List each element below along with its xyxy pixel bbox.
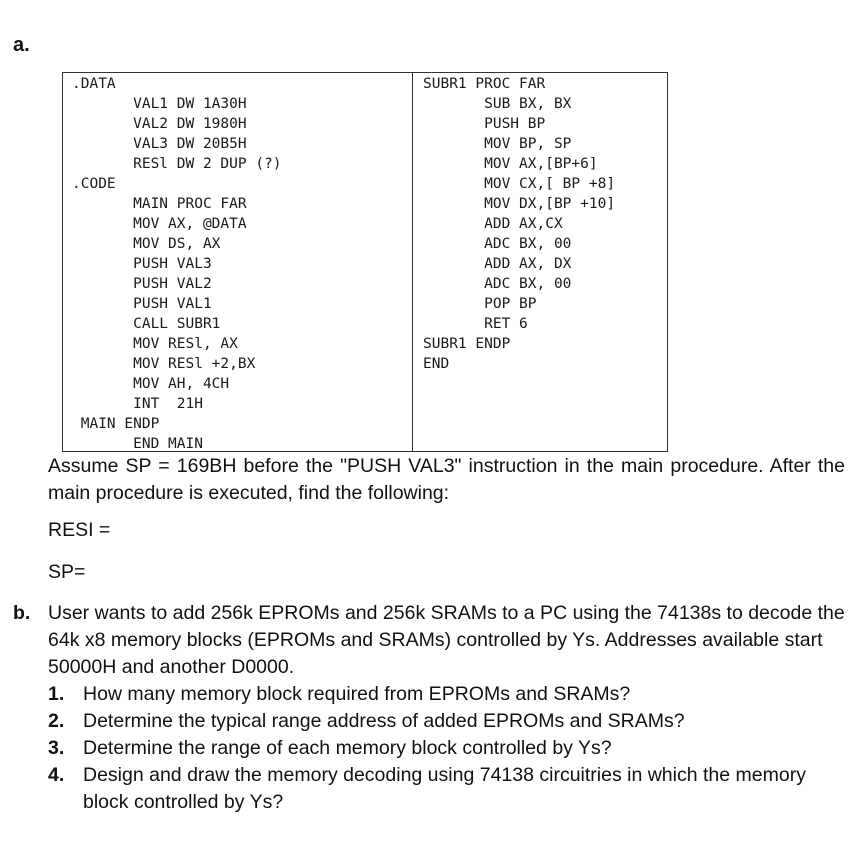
part-b-intro: User wants to add 256k EPROMs and 256k SRAMs to a PC using the 74138s to decode the 64k x8 memory blocks (EPROMs and SRAMs) controlled by Ys. Addresses available start 50000H and another D0000.: [48, 602, 845, 678]
question-number: 4.: [48, 764, 65, 786]
code-line: MOV AH, 4CH: [72, 376, 230, 392]
code-table-divider: [412, 72, 413, 452]
code-line: SUBR1 PROC FAR: [423, 76, 546, 92]
code-line: MOV RESl, AX: [72, 336, 238, 352]
code-line: MOV AX, @DATA: [72, 216, 247, 232]
question-item: [48, 735, 848, 762]
question-list: [48, 681, 848, 816]
code-line: PUSH VAL3: [72, 256, 212, 272]
answer-sp: SP=: [48, 561, 86, 583]
code-line: .DATA: [72, 76, 116, 92]
part-b-label: b.: [13, 602, 31, 624]
question-text: Design and draw the memory decoding using 74138 circuitries in which the memory block controlled by Ys?: [83, 764, 806, 813]
code-line: MAIN PROC FAR: [72, 196, 247, 212]
code-line: SUB BX, BX: [423, 96, 572, 112]
code-line: PUSH VAL1: [72, 296, 212, 312]
code-line: MOV DX,[BP +10]: [423, 196, 616, 212]
code-line: INT 21H: [72, 396, 203, 412]
code-line: END MAIN: [72, 436, 203, 452]
code-line: CALL SUBR1: [72, 316, 221, 332]
code-line: RET 6: [423, 316, 528, 332]
main-program-code: [72, 74, 282, 454]
question-item: [48, 708, 848, 735]
code-line: .CODE: [72, 176, 116, 192]
question-number: 1.: [48, 683, 65, 705]
code-line: SUBR1 ENDP: [423, 336, 511, 352]
code-line: ADD AX,CX: [423, 216, 563, 232]
code-line: MOV BP, SP: [423, 136, 572, 152]
question-item: [48, 681, 848, 708]
answer-resi: RESI =: [48, 519, 111, 541]
question-text: How many memory block required from EPROMs and SRAMs?: [83, 683, 631, 705]
code-line: ADC BX, 00: [423, 276, 572, 292]
assumption-text: Assume SP = 169BH before the "PUSH VAL3" instruction in the main procedure. After the main procedure is executed, find the following:: [48, 455, 845, 504]
question-text: Determine the typical range address of added EPROMs and SRAMs?: [83, 710, 685, 732]
code-line: MOV DS, AX: [72, 236, 221, 252]
code-line: PUSH VAL2: [72, 276, 212, 292]
code-line: PUSH BP: [423, 116, 546, 132]
code-line: MOV RESl +2,BX: [72, 356, 256, 372]
code-line: ADD AX, DX: [423, 256, 572, 272]
question-item: [48, 762, 848, 816]
subroutine-code: [423, 74, 615, 374]
question-number: 2.: [48, 710, 65, 732]
question-text: Determine the range of each memory block controlled by Ys?: [83, 737, 612, 759]
code-line: ADC BX, 00: [423, 236, 572, 252]
part-a-label: a.: [13, 34, 30, 56]
code-line: MOV CX,[ BP +8]: [423, 176, 616, 192]
code-line: RESl DW 2 DUP (?): [72, 156, 282, 172]
code-line: MAIN ENDP: [72, 416, 160, 432]
question-number: 3.: [48, 737, 65, 759]
code-line: VAL3 DW 20B5H: [72, 136, 247, 152]
code-line: END: [423, 356, 450, 372]
code-line: VAL2 DW 1980H: [72, 116, 247, 132]
code-line: MOV AX,[BP+6]: [423, 156, 598, 172]
code-line: VAL1 DW 1A30H: [72, 96, 247, 112]
code-line: POP BP: [423, 296, 537, 312]
